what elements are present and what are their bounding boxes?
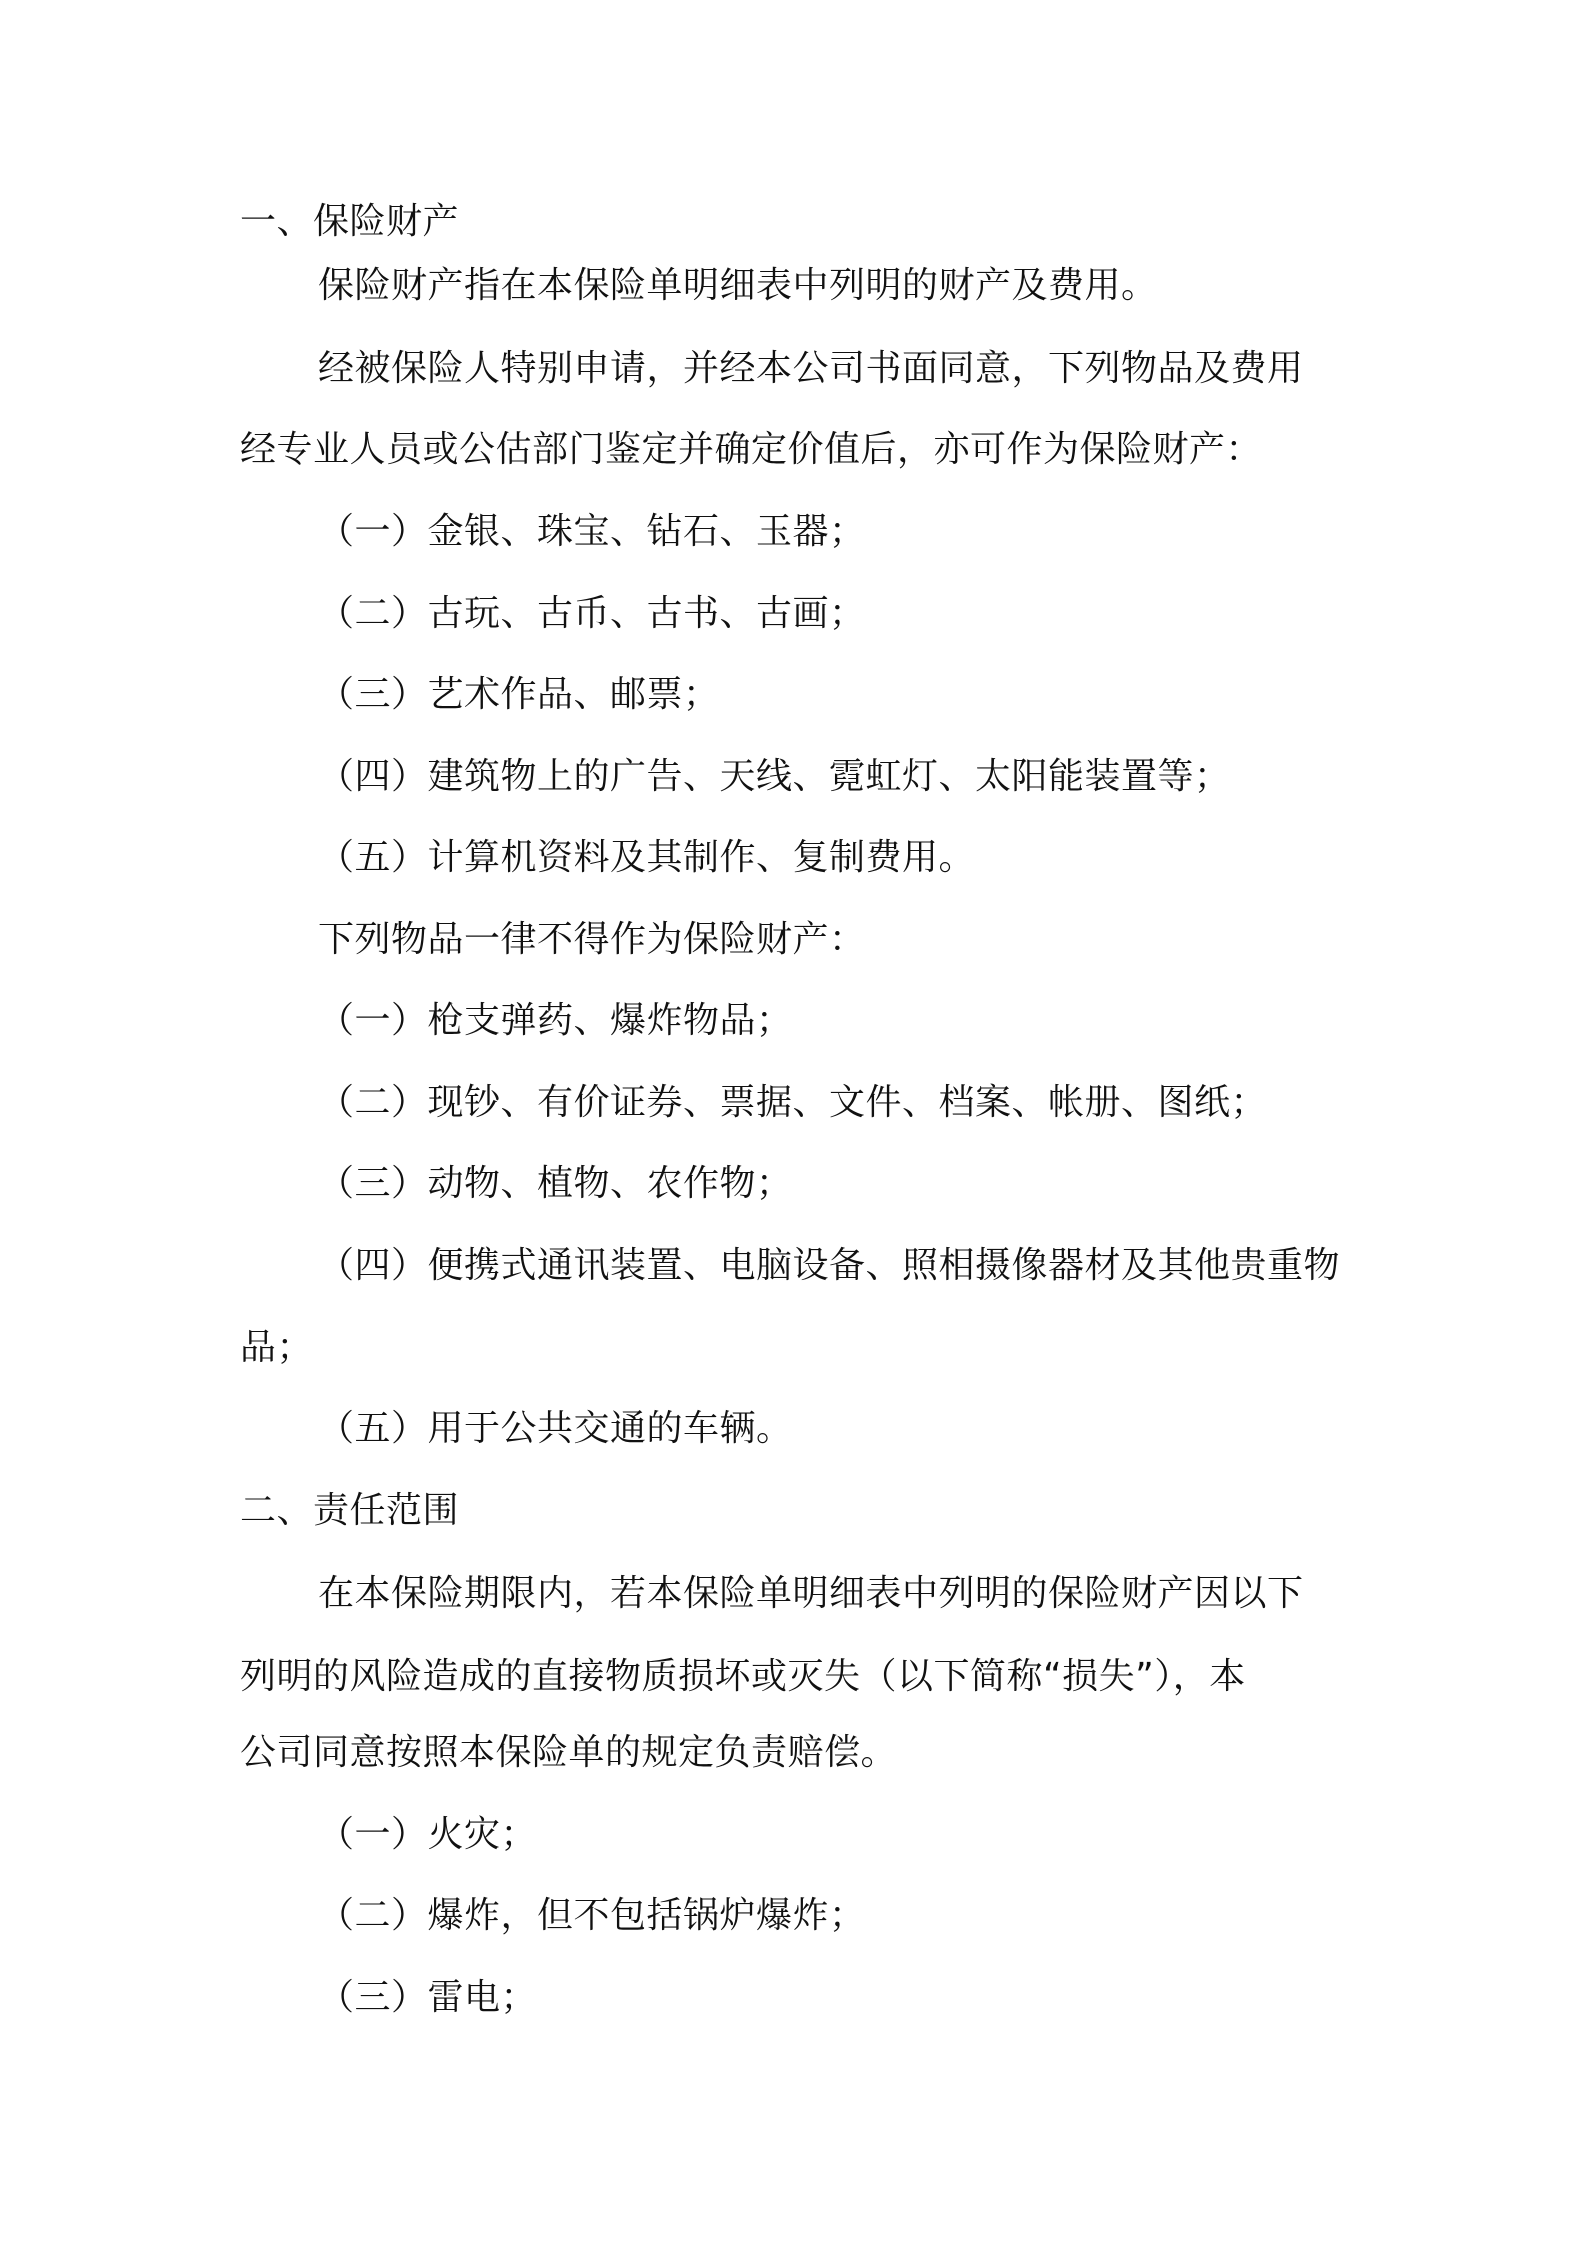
list-item: （四）建筑物上的广告、天线、霓虹灯、太阳能装置等； <box>318 756 1231 797</box>
paragraph-line: 经专业人员或公估部门鉴定并确定价值后，亦可作为保险财产： <box>240 429 1263 470</box>
paragraph-line: 列明的风险造成的直接物质损坏或灭失（以下简称“损失”），本 <box>240 1656 1246 1697</box>
list-item: （三）雷电； <box>318 1977 538 2018</box>
section-heading-liability-scope: 二、责任范围 <box>240 1490 460 1531</box>
paragraph-line: 公司同意按照本保险单的规定负责赔偿。 <box>240 1732 898 1773</box>
paragraph-line: 经被保险人特别申请，并经本公司书面同意，下列物品及费用 <box>318 348 1304 389</box>
list-item: （一）枪支弹药、爆炸物品； <box>318 1000 793 1041</box>
list-item: （二）现钞、有价证券、票据、文件、档案、帐册、图纸； <box>318 1082 1268 1123</box>
list-item: （四）便携式通讯装置、电脑设备、照相摄像器材及其他贵重物 <box>318 1245 1341 1286</box>
list-item: （三）艺术作品、邮票； <box>318 674 720 715</box>
list-item: （二）古玩、古币、古书、古画； <box>318 593 866 634</box>
list-item: （五）计算机资料及其制作、复制费用。 <box>318 837 976 878</box>
paragraph-line: 下列物品一律不得作为保险财产： <box>318 919 866 960</box>
paragraph-line: 保险财产指在本保险单明细表中列明的财产及费用。 <box>318 265 1158 306</box>
list-item-continuation: 品； <box>240 1327 314 1368</box>
paragraph-line: 在本保险期限内，若本保险单明细表中列明的保险财产因以下 <box>318 1573 1304 1614</box>
list-item: （一）火灾； <box>318 1814 538 1855</box>
list-item: （一）金银、珠宝、钻石、玉器； <box>318 511 866 552</box>
section-heading-insured-property: 一、保险财产 <box>240 201 460 242</box>
list-item: （五）用于公共交通的车辆。 <box>318 1408 793 1449</box>
list-item: （二）爆炸，但不包括锅炉爆炸； <box>318 1895 866 1936</box>
list-item: （三）动物、植物、农作物； <box>318 1163 793 1204</box>
